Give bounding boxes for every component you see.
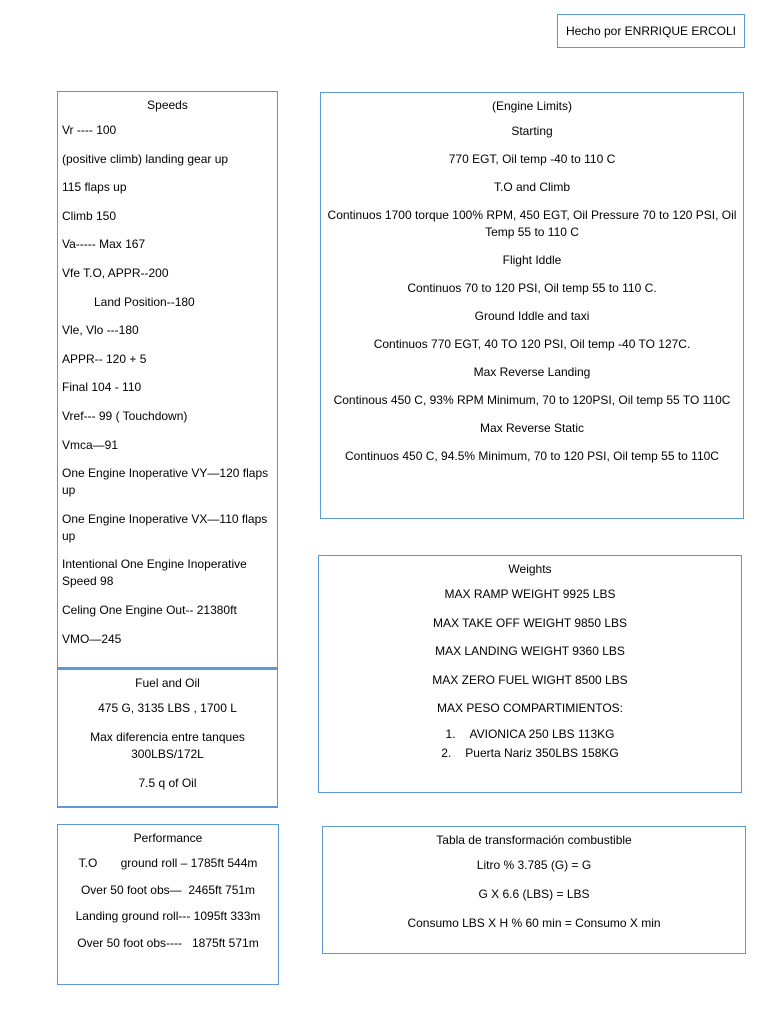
speeds-title: Speeds [147, 98, 188, 112]
compartment-list [325, 725, 735, 763]
weight-item: MAX TAKE OFF WEIGHT 9850 LBS [432, 615, 628, 630]
speed-item: Intentional One Engine Inoperative Speed 98 [62, 557, 247, 589]
engine-item: Continuos 770 EGT, 40 TO 120 PSI, Oil temp -40 TO 127C. [373, 337, 691, 351]
fuel-item: Max diferencia entre tanques 300LBS/172L [90, 730, 245, 761]
speeds-box [57, 91, 278, 668]
engine-item: Flight Iddle [502, 253, 562, 267]
list-item [325, 725, 735, 744]
weights-box [318, 555, 742, 793]
performance-title: Performance [133, 831, 203, 845]
speed-item: Vref--- 99 ( Touchdown) [62, 408, 188, 423]
fuel-conversion-box [322, 826, 746, 954]
weight-item: MAX ZERO FUEL WIGHT 8500 LBS [432, 672, 628, 687]
performance-item: T.O ground roll – 1785ft 544m [78, 856, 258, 870]
weight-item: MAX LANDING WEIGHT 9360 LBS [435, 644, 625, 659]
fuel-oil-box [57, 668, 278, 808]
speed-item: Celing One Engine Out-- 21380ft [62, 602, 237, 617]
list-text: AVIONICA 250 LBS 113KG [469, 726, 615, 741]
engine-item: Continuos 450 C, 94.5% Minimum, 70 to 120 PSI, Oil temp 55 to 110C [345, 449, 719, 463]
weight-item: MAX RAMP WEIGHT 9925 LBS [444, 587, 616, 601]
speed-item: One Engine Inoperative VX—110 flaps up [62, 511, 268, 543]
engine-item: Max Reverse Static [479, 421, 585, 435]
speed-item: One Engine Inoperative VY—120 flaps up [62, 466, 269, 498]
speed-item: Vle, Vlo ---180 [62, 323, 139, 338]
speed-item: (positive climb) landing gear up [62, 151, 229, 166]
engine-item: Starting [511, 124, 553, 138]
engine-limits-title: (Engine Limits) [491, 99, 573, 113]
fuel-item: 7.5 q of Oil [138, 776, 197, 790]
speed-item: 115 flaps up [62, 180, 127, 195]
conversion-item: Consumo LBS X H % 60 min = Consumo X min [407, 916, 661, 930]
speed-item: Vfe T.O, APPR--200 [62, 265, 169, 280]
performance-item: Landing ground roll--- 1095ft 333m [75, 909, 261, 923]
list-text: Puerta Nariz 350LBS 158KG [465, 745, 619, 760]
speed-item: Vmca—91 [62, 437, 119, 452]
list-number: 2. [441, 745, 452, 760]
weights-title: Weights [508, 562, 552, 576]
fuel-item: 475 G, 3135 LBS , 1700 L [98, 701, 237, 715]
engine-item: Continous 450 C, 93% RPM Minimum, 70 to 120PSI, Oil temp 55 TO 110C [333, 393, 731, 407]
weight-item: MAX PESO COMPARTIMIENTOS: [436, 701, 624, 716]
fuel-conversion-title: Tabla de transformación combustible [436, 833, 632, 847]
speed-item: APPR-- 120 + 5 [62, 351, 147, 366]
speed-item: Va----- Max 167 [62, 237, 146, 252]
engine-limits-box [320, 92, 744, 519]
engine-item: 770 EGT, Oil temp -40 to 110 C [448, 152, 616, 166]
list-item [325, 744, 735, 763]
conversion-item: G X 6.6 (LBS) = LBS [478, 887, 590, 901]
speed-item: Final 104 - 110 [62, 380, 142, 395]
performance-item: Over 50 foot obs---- 1875ft 571m [77, 935, 259, 950]
performance-item: Over 50 foot obs— 2465ft 751m [80, 882, 256, 897]
engine-item: Max Reverse Landing [473, 365, 591, 379]
author-box [557, 14, 745, 48]
fuel-oil-title: Fuel and Oil [135, 676, 200, 690]
speed-item: VMO—245 [62, 631, 122, 646]
conversion-item: Litro % 3.785 (G) = G [476, 858, 592, 872]
author-label: Hecho por ENRRIQUE ERCOLI [565, 24, 737, 38]
engine-item: Ground Iddle and taxi [474, 309, 590, 323]
engine-item: Continuos 70 to 120 PSI, Oil temp 55 to 110 C. [407, 281, 657, 295]
speed-item: Climb 150 [62, 208, 117, 223]
list-number: 1. [445, 726, 456, 741]
speed-item: Vr ---- 100 [62, 123, 117, 137]
performance-box [57, 824, 279, 985]
engine-item: T.O and Climb [493, 180, 571, 194]
speed-item: Land Position--180 [94, 294, 195, 309]
engine-item: Continuos 1700 torque 100% RPM, 450 EGT, Oil Pressure 70 to 120 PSI, Oil Temp 55 to 110 C [327, 208, 737, 239]
